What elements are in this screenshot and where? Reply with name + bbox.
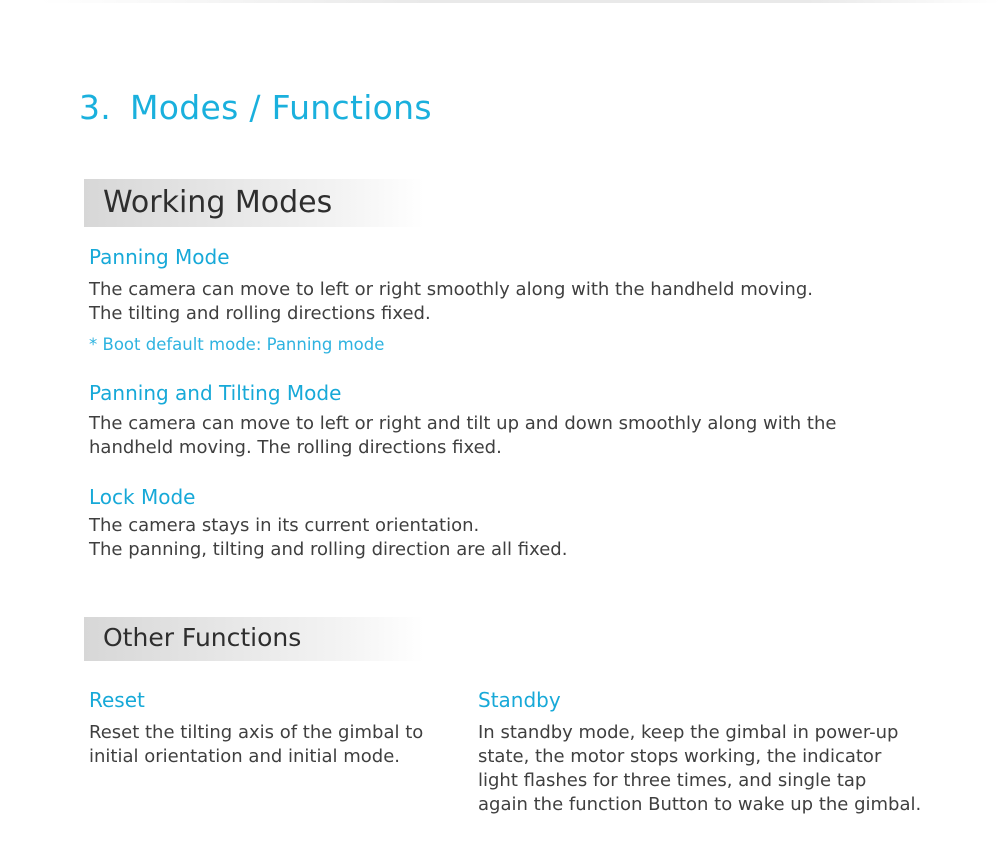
reset-line-1: Reset the tilting axis of the gimbal to bbox=[89, 722, 424, 743]
standby-line-3: light flashes for three times, and single tap bbox=[478, 770, 867, 791]
top-divider bbox=[40, 0, 1000, 3]
panning-tilting-mode-line-1: The camera can move to left or right and tilt up and down smoothly along with the bbox=[89, 413, 837, 434]
panning-mode-heading: Panning Mode bbox=[89, 245, 230, 269]
boot-default-note: * Boot default mode: Panning mode bbox=[89, 335, 385, 354]
lock-mode-heading: Lock Mode bbox=[89, 485, 196, 509]
panning-mode-line-1: The camera can move to left or right smoothly along with the handheld moving. bbox=[89, 279, 813, 300]
lock-mode-line-2: The panning, tilting and rolling direction are all fixed. bbox=[89, 539, 568, 560]
page-title-text: Modes / Functions bbox=[130, 88, 432, 127]
page-title-number: 3. bbox=[79, 88, 112, 127]
panning-mode-description bbox=[89, 278, 813, 326]
reset-heading: Reset bbox=[89, 688, 145, 712]
standby-heading: Standby bbox=[478, 688, 561, 712]
lock-mode-description bbox=[89, 514, 567, 562]
standby-description bbox=[478, 721, 921, 817]
panning-mode-line-2: The tilting and rolling directions fixed. bbox=[89, 303, 431, 324]
other-functions-header bbox=[84, 617, 424, 661]
panning-tilting-mode-line-2: handheld moving. The rolling directions fixed. bbox=[89, 437, 502, 458]
panning-tilting-mode-heading: Panning and Tilting Mode bbox=[89, 381, 342, 405]
lock-mode-line-1: The camera stays in its current orientation. bbox=[89, 515, 480, 536]
panning-tilting-mode-description bbox=[89, 412, 836, 460]
working-modes-header bbox=[84, 179, 424, 227]
reset-line-2: initial orientation and initial mode. bbox=[89, 746, 400, 767]
working-modes-title: Working Modes bbox=[103, 185, 333, 220]
page-title bbox=[79, 88, 432, 127]
other-functions-title: Other Functions bbox=[103, 623, 302, 652]
standby-line-2: state, the motor stops working, the indicator bbox=[478, 746, 882, 767]
reset-description bbox=[89, 721, 423, 769]
standby-line-4: again the function Button to wake up the gimbal. bbox=[478, 794, 922, 815]
standby-line-1: In standby mode, keep the gimbal in power-up bbox=[478, 722, 899, 743]
